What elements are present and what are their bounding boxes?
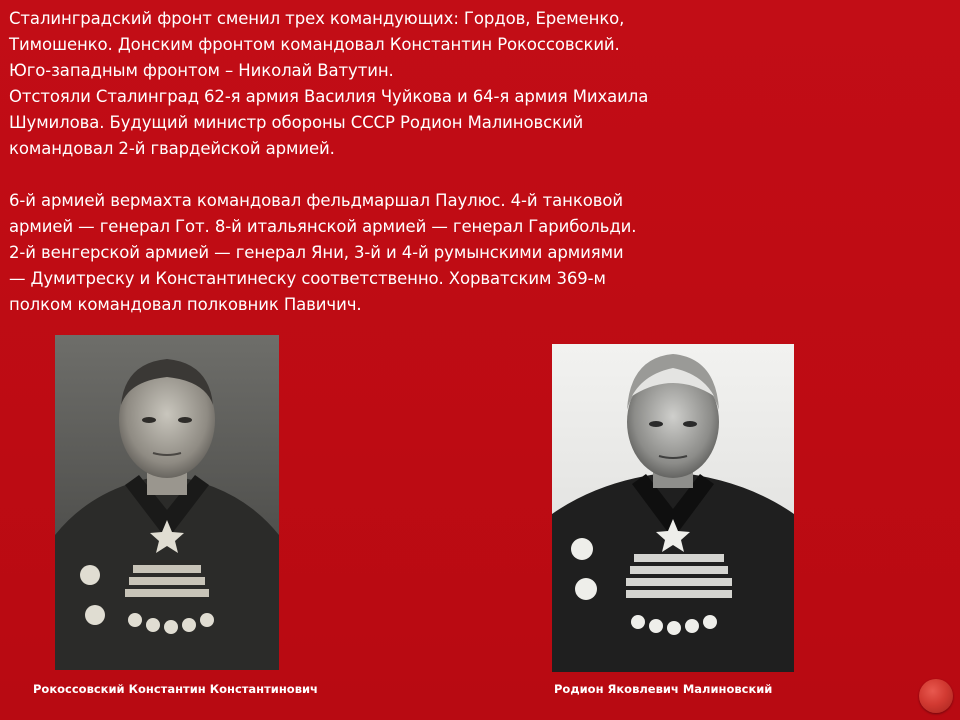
text-line: полком командовал полковник Павичич. bbox=[9, 295, 362, 314]
text-line: армией — генерал Гот. 8-й итальянской армией — генерал Гарибольди. bbox=[9, 217, 637, 236]
portrait-photo-icon bbox=[552, 344, 794, 672]
caption-malinovsky: Родион Яковлевич Малиновский bbox=[554, 682, 773, 696]
portrait-photo-rokossovsky bbox=[55, 335, 279, 670]
text-line: Шумилова. Будущий министр обороны СССР Родион Малиновский bbox=[9, 113, 584, 132]
text-line: командовал 2-й гвардейской армией. bbox=[9, 139, 335, 158]
portrait-photo-malinovsky bbox=[552, 344, 794, 672]
text-line: Сталинградский фронт сменил трех командующих: Гордов, Еременко, bbox=[9, 9, 625, 28]
text-line: Юго-западным фронтом – Николай Ватутин. bbox=[9, 61, 394, 80]
paragraph-commanders-soviet bbox=[9, 6, 709, 162]
paragraph-commanders-axis bbox=[9, 188, 709, 318]
text-line: 6-й армией вермахта командовал фельдмаршал Паулюс. 4-й танковой bbox=[9, 191, 623, 210]
text-line: Тимошенко. Донским фронтом командовал Константин Рокоссовский. bbox=[9, 35, 620, 54]
nav-circle-button[interactable] bbox=[919, 679, 953, 713]
text-line: — Думитреску и Константинеску соответственно. Хорватским 369-м bbox=[9, 269, 606, 288]
caption-rokossovsky: Рокоссовский Константин Константинович bbox=[33, 682, 318, 696]
text-line: Отстояли Сталинград 62-я армия Василия Чуйкова и 64-я армия Михаила bbox=[9, 87, 649, 106]
paragraph-gap bbox=[9, 162, 709, 188]
text-line: 2-й венгерской армией — генерал Яни, 3-й и 4-й румынскими армиями bbox=[9, 243, 624, 262]
slide-text-block bbox=[9, 6, 709, 318]
portrait-photo-icon bbox=[55, 335, 279, 670]
